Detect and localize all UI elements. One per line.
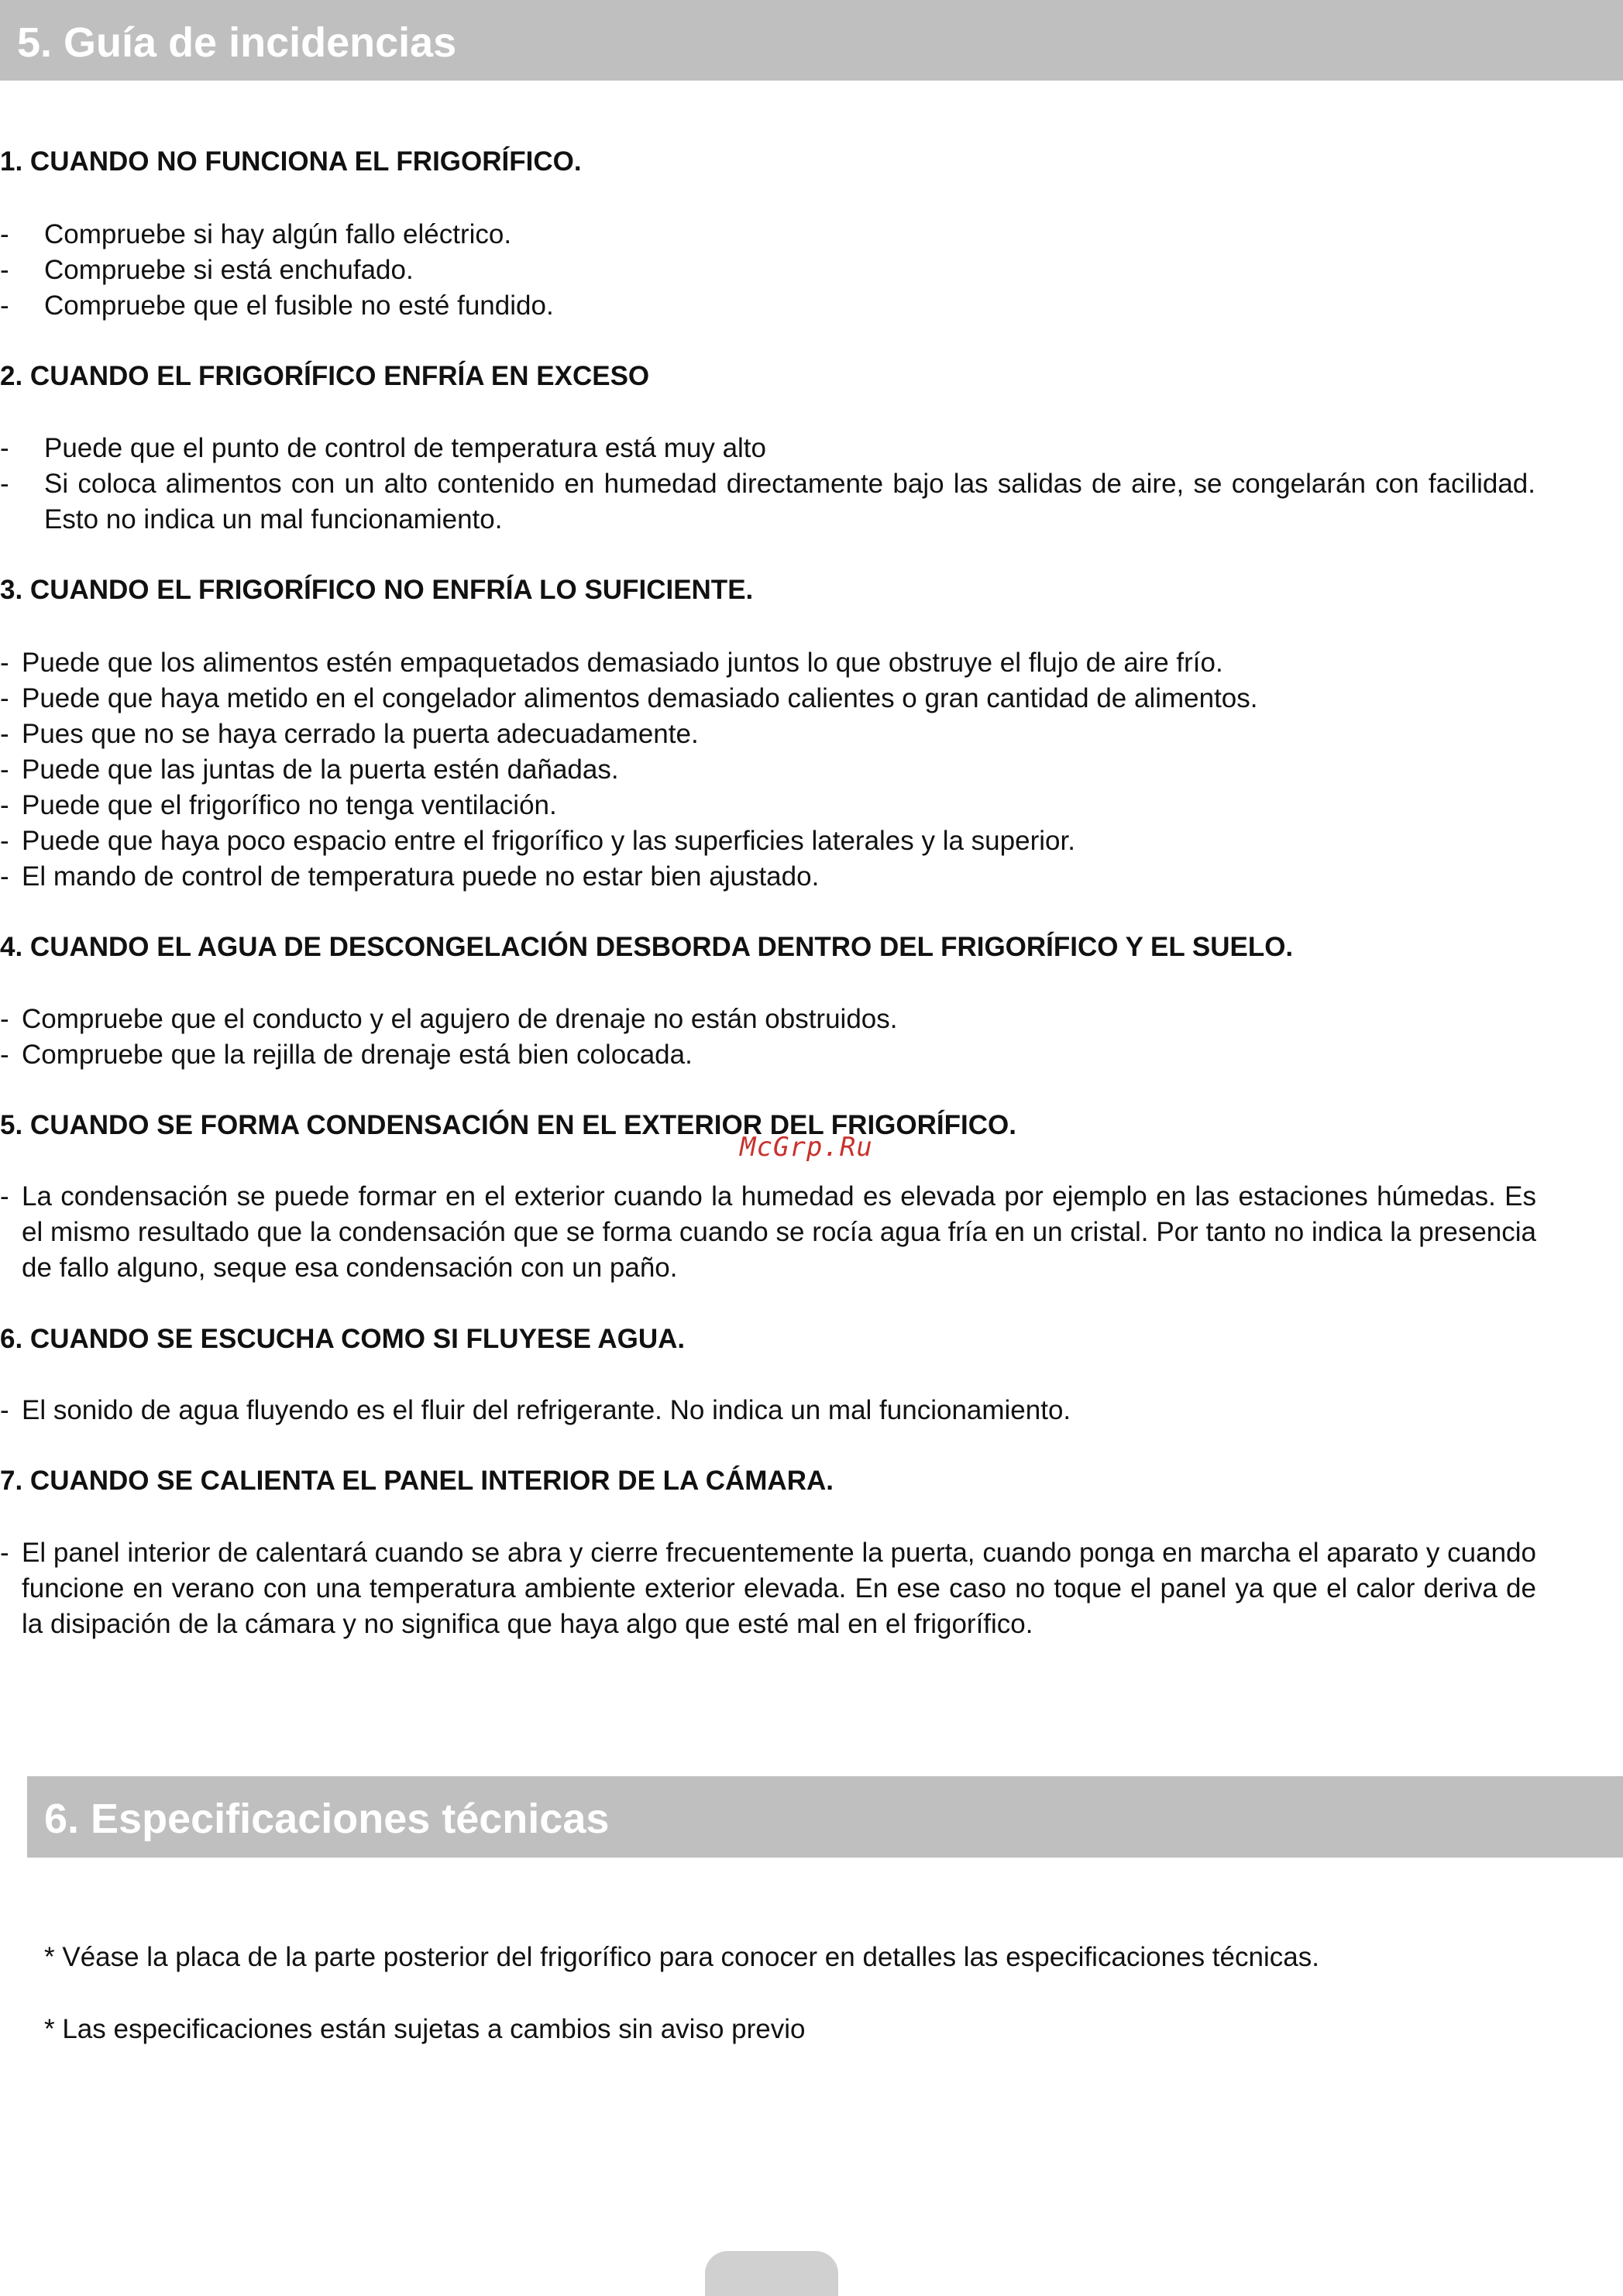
issue-4-heading: 4. CUANDO EL AGUA DE DESCONGELACIÓN DESBORDA DENTRO DEL FRIGORÍFICO Y EL SUELO. — [0, 932, 1294, 962]
section-5-banner — [0, 0, 1623, 81]
bullet-dash: - — [0, 290, 9, 321]
watermark: McGrp.Ru — [740, 1132, 873, 1163]
issue-5-heading: 5. CUANDO SE FORMA CONDENSACIÓN EN EL EXTERIOR DEL FRIGORÍFICO. — [0, 1110, 1016, 1140]
bullet-dash: - — [0, 826, 9, 856]
bullet-dash: - — [0, 754, 9, 785]
spec-note-1: * Véase la placa de la parte posterior del frigorífico para conocer en detalles las especificaciones técnicas. — [44, 1942, 1319, 1972]
bullet-dash: - — [0, 1181, 9, 1212]
issue-7-heading: 7. CUANDO SE CALIENTA EL PANEL INTERIOR DE LA CÁMARA. — [0, 1466, 834, 1496]
bullet-dash: - — [0, 255, 9, 285]
bullet-dash: - — [0, 719, 9, 749]
bullet-dash: - — [0, 1538, 9, 1568]
page-number-tab — [705, 2251, 838, 2296]
bullet-dash: - — [0, 683, 9, 713]
bullet-dash: - — [0, 648, 9, 678]
bullet-dash: - — [0, 790, 9, 820]
issue-3-heading: 3. CUANDO EL FRIGORÍFICO NO ENFRÍA LO SUFICIENTE. — [0, 575, 754, 605]
spec-note-2: * Las especificaciones están sujetas a cambios sin aviso previo — [44, 2014, 806, 2044]
bullet-dash: - — [0, 469, 9, 499]
bullet-dash: - — [0, 433, 9, 463]
section-5-title: 5. Guía de incidencias — [17, 19, 457, 66]
bullet-dash: - — [0, 219, 9, 249]
bullet-dash: - — [0, 1004, 9, 1034]
issue-6-heading: 6. CUANDO SE ESCUCHA COMO SI FLUYESE AGUA. — [0, 1324, 686, 1354]
bullet-dash: - — [0, 1395, 9, 1425]
bullet-dash: - — [0, 1040, 9, 1070]
section-6-banner — [27, 1776, 1623, 1858]
section-6-title: 6. Especificaciones técnicas — [44, 1796, 610, 1842]
issue-1-heading: 1. CUANDO NO FUNCIONA EL FRIGORÍFICO. — [0, 146, 582, 177]
bullet-dash: - — [0, 861, 9, 892]
issue-2-heading: 2. CUANDO EL FRIGORÍFICO ENFRÍA EN EXCESO — [0, 361, 650, 391]
